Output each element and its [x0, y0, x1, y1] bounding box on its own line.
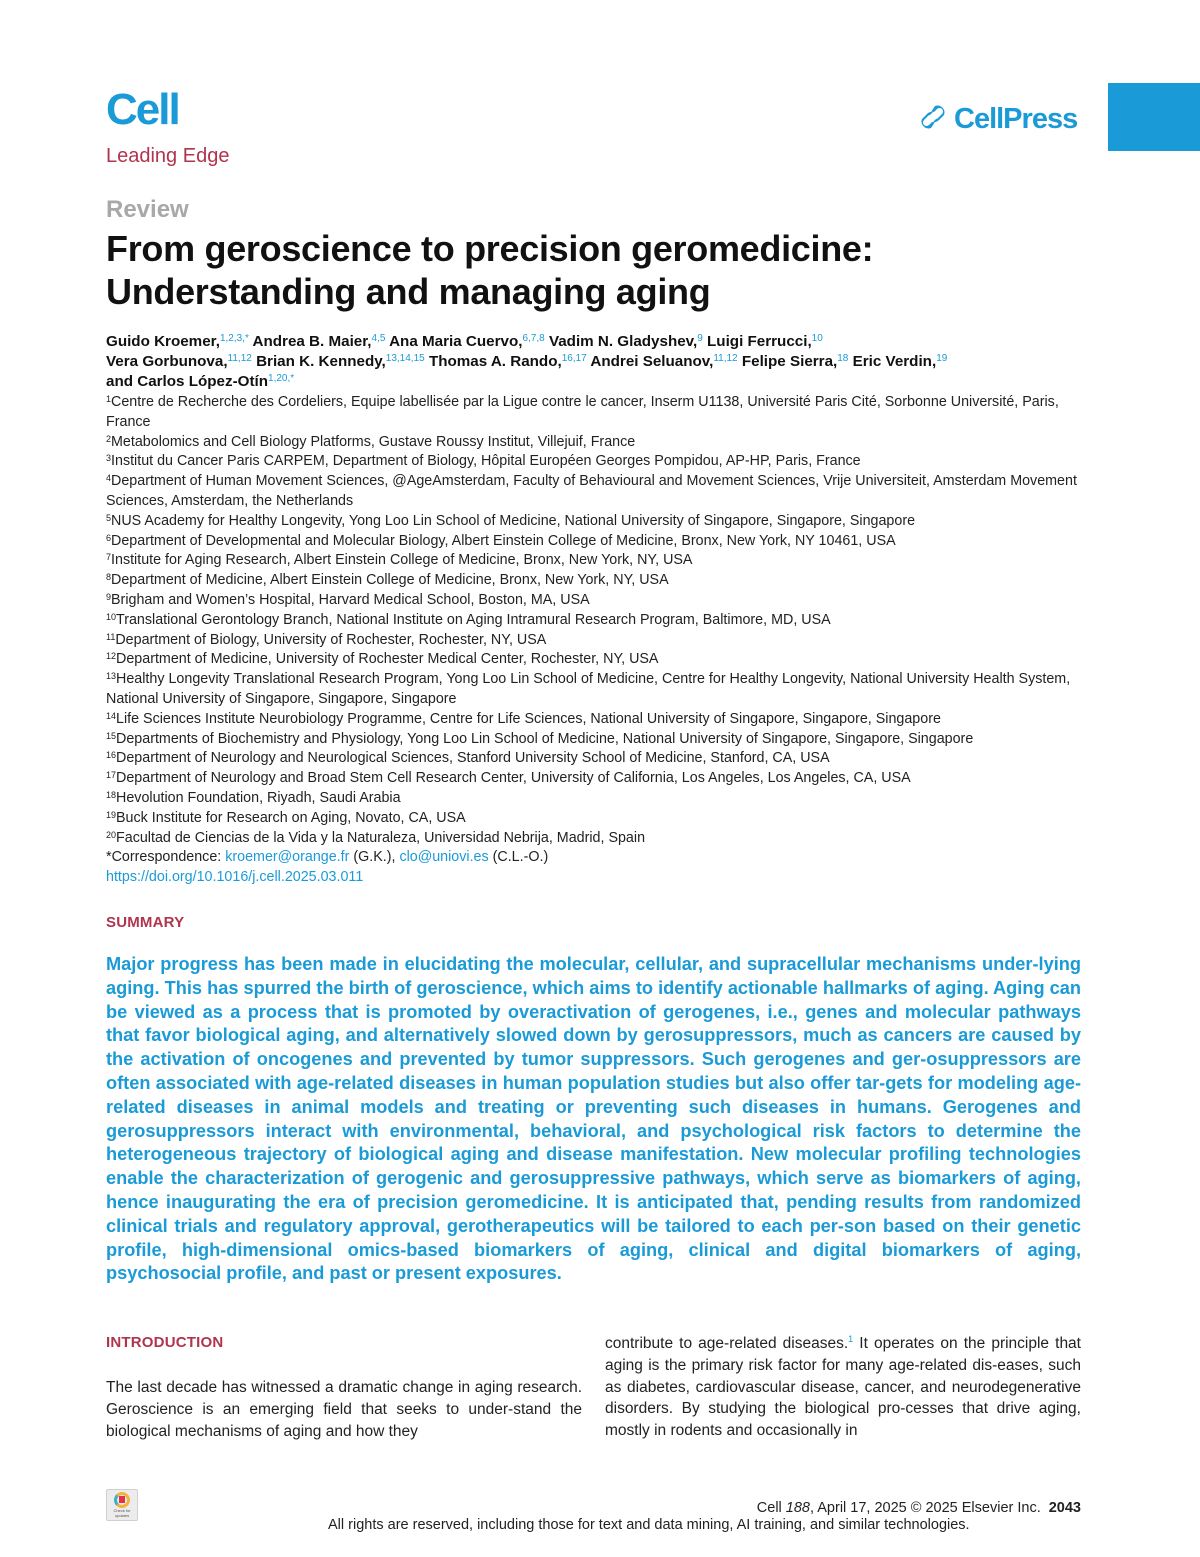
publisher-logo[interactable] [918, 102, 1077, 137]
author-affiliation-ref[interactable]: 13,14,15 [385, 353, 425, 364]
introduction-heading: INTRODUCTION [106, 1334, 224, 1351]
author: Thomas A. Rando,$^{16,17}$ [428, 353, 587, 370]
affiliation-item: $^{15}$Departments of Biochemistry and Physiology, Yong Loo Lin School of Medicine, National University of Singapore, Singapore, Singapore [106, 730, 974, 747]
color-tab-decoration [1108, 83, 1200, 151]
affiliation-item: $^{11}$Department of Biology, University of Rochester, Rochester, NY, USA [106, 631, 547, 648]
affiliation-item: $^{12}$Department of Medicine, University of Rochester Medical Center, Rochester, NY, USA [106, 651, 659, 668]
author: Luigi Ferrucci,$^{10}$ [707, 333, 823, 350]
summary-heading: SUMMARY [106, 914, 185, 931]
affiliation-item: $^5$NUS Academy for Healthy Longevity, Yong Loo Lin School of Medicine, National University of Singapore, Singapore, Singapore [106, 512, 916, 529]
affiliation-item: $^{16}$Department of Neurology and Neurological Sciences, Stanford University School of Medicine, Stanford, CA, USA [106, 750, 830, 767]
author: Vadim N. Gladyshev,$^9$ [548, 333, 703, 350]
author: and Carlos López-Otín$^{1,20,*}$ [106, 373, 295, 390]
cellpress-logo-icon [918, 102, 948, 137]
article-type: Review [106, 196, 189, 223]
author-affiliation-ref[interactable]: 16,17 [561, 353, 587, 364]
reference-link[interactable]: 1 [848, 1334, 854, 1344]
correspondence: *Correspondence: kroemer@orange.fr (G.K.), clo@uniovi.es (C.L.-O.) [106, 849, 549, 866]
affiliation-item: $^4$Department of Human Movement Sciences, @AgeAmsterdam, Faculty of Behavioural and Movement Sciences, Vrije Universiteit, Amsterdam Movement Sciences, Amsterdam, the Netherlands [106, 473, 1077, 509]
rights-statement: All rights are reserved, including those for text and data mining, AI training, and similar technologies. [328, 1517, 970, 1533]
affiliation-item: $^8$Department of Medicine, Albert Einstein College of Medicine, Bronx, New York, NY, USA [106, 572, 669, 589]
affiliation-item: $^6$Department of Developmental and Molecular Biology, Albert Einstein College of Medicine, Bronx, New York, NY 10461, USA [106, 532, 896, 549]
author-list [106, 332, 1096, 392]
summary-text: Major progress has been made in elucidating the molecular, cellular, and supracellular mechanisms under-lying aging. This has spurred the birth of geroscience, which aims to identify actionable hallmarks of aging. Aging can be viewed as a process that is promoted by overactivation of gerogenes, i.e., genes and molecular pathways that favor biological aging, and alternatively slowed down by gerosuppressors, much as cancers are caused by the activation of oncogenes and prevented by tumor suppressors. Such gerogenes and ger-osuppressors are often associated with age-related diseases in human population studies but also offer tar-gets for modeling age-related diseases in animal models and treating or preventing such diseases in humans. Gerogenes and gerosuppressors interact with environmental, behavioral, and psychological risk factors to determine the heterogeneous trajectory of biological aging and disease manifestation. New molecular profiling technologies enable the characterization of gerogenic and gerosuppressive pathways, which serve as biomarkers of aging, hence inaugurating the era of precision geromedicine. It is anticipated that, pending results from randomized clinical trials and regulatory approval, gerotherapeutics will be tailored to each per-son based on their genetic profile, high-dimensional omics-based biomarkers of aging, clinical and digital biomarkers of aging, psychosocial profile, and past or present exposures. [106, 954, 1081, 1284]
affiliation-item: $^1$Centre de Recherche des Cordeliers, Equipe labellisée par la Ligue contre le cancer, Inserm U1138, Université Paris Cité, Sorbonne Université, Paris, France [106, 394, 1059, 430]
affiliation-item: $^7$Institute for Aging Research, Albert Einstein College of Medicine, Bronx, New York, NY, USA [106, 552, 693, 569]
author-affiliation-ref[interactable]: 11,12 [227, 353, 252, 364]
title-line-1: From geroscience to precision geromedicine: [106, 228, 874, 269]
affiliation-item: $^9$Brigham and Women’s Hospital, Harvard Medical School, Boston, MA, USA [106, 591, 590, 608]
author: Eric Verdin,$^{19}$ [852, 353, 948, 370]
author: Andrea B. Maier,$^{4,5}$ [252, 333, 386, 350]
author-affiliation-ref[interactable]: 6,7,8 [522, 333, 545, 344]
author-affiliation-ref[interactable]: 10 [811, 333, 823, 344]
article-title [106, 227, 1086, 313]
page-number: 2043 [1048, 1500, 1081, 1516]
affiliation-item: $^3$Institut du Cancer Paris CARPEM, Department of Biology, Hôpital Européen Georges Pompidou, AP-HP, Paris, France [106, 453, 861, 470]
author-affiliation-ref[interactable]: 9 [697, 333, 703, 344]
affiliation-item: $^{13}$Healthy Longevity Translational Research Program, Yong Loo Lin School of Medicine, Centre for Healthy Longevity, National University Health System, National University of Singapore, Singapore, Singapore [106, 671, 1071, 707]
author-affiliation-ref[interactable]: 19 [936, 353, 948, 364]
author-affiliation-ref[interactable]: 1,2,3,* [219, 333, 249, 344]
author: Vera Gorbunova,$^{11,12}$ [106, 353, 252, 370]
affiliation-item: $^{14}$Life Sciences Institute Neurobiology Programme, Centre for Life Sciences, National University of Singapore, Singapore, Singapore [106, 710, 941, 727]
email-link-lopez-otin[interactable]: clo@uniovi.es [399, 849, 489, 866]
check-updates-icon [114, 1492, 130, 1508]
author: Guido Kroemer,$^{1,2,3,*}$ [106, 333, 249, 350]
affiliation-item: $^{18}$Hevolution Foundation, Riyadh, Saudi Arabia [106, 789, 401, 806]
author-affiliation-ref[interactable]: 11,12 [713, 353, 738, 364]
author-affiliation-ref[interactable]: 1,20,* [268, 373, 295, 384]
title-line-2: Understanding and managing aging [106, 271, 711, 312]
doi-link[interactable]: https://doi.org/10.1016/j.cell.2025.03.011 [106, 869, 364, 886]
affiliation-item: $^{20}$Facultad de Ciencias de la Vida y la Naturaleza, Universidad Nebrija, Madrid, Spain [106, 829, 646, 846]
affiliation-item: $^{19}$Buck Institute for Research on Aging, Novato, CA, USA [106, 809, 466, 826]
affiliation-item: $^{10}$Translational Gerontology Branch, National Institute on Aging Intramural Research Program, Baltimore, MD, USA [106, 611, 831, 628]
affiliation-item: $^2$Metabolomics and Cell Biology Platforms, Gustave Roussy Institut, Villejuif, France [106, 433, 636, 450]
author: Ana Maria Cuervo,$^{6,7,8}$ [389, 333, 545, 350]
affiliation-item: $^{17}$Department of Neurology and Broad Stem Cell Research Center, University of California, Los Angeles, Los Angeles, CA, USA [106, 770, 911, 787]
citation-footer: Cell 188, April 17, 2025 © 2025 Elsevier Inc. 2043 [756, 1500, 1081, 1516]
author-affiliation-ref[interactable]: 4,5 [371, 333, 386, 344]
publisher-name: CellPress [954, 103, 1078, 135]
email-link-kroemer[interactable]: kroemer@orange.fr [225, 849, 350, 866]
check-for-updates-badge[interactable]: Check for updates [106, 1489, 138, 1521]
intro-text-left-column: The last decade has witnessed a dramatic change in aging research. Geroscience is an emerging field that seeks to under-stand the biological mechanisms of aging and how they [106, 1379, 582, 1440]
author: Brian K. Kennedy,$^{13,14,15}$ [256, 353, 425, 370]
author: Felipe Sierra,$^{18}$ [741, 353, 849, 370]
affiliation-list [106, 393, 1096, 888]
author-affiliation-ref[interactable]: 18 [837, 353, 849, 364]
journal-logo: Cell [106, 85, 179, 134]
section-label: Leading Edge [106, 145, 230, 167]
intro-text-right-column: contribute to age-related diseases.$^1$ It operates on the principle that aging is the primary risk factor for many age-related dis-eases, such as diabetes, cardiovascular disease, cancer, and neurodegenerative disorders. By studying the biological pro-cesses that drive aging, mostly in rodents and occasionally in [605, 1334, 1081, 1440]
author: Andrei Seluanov,$^{11,12}$ [590, 353, 738, 370]
